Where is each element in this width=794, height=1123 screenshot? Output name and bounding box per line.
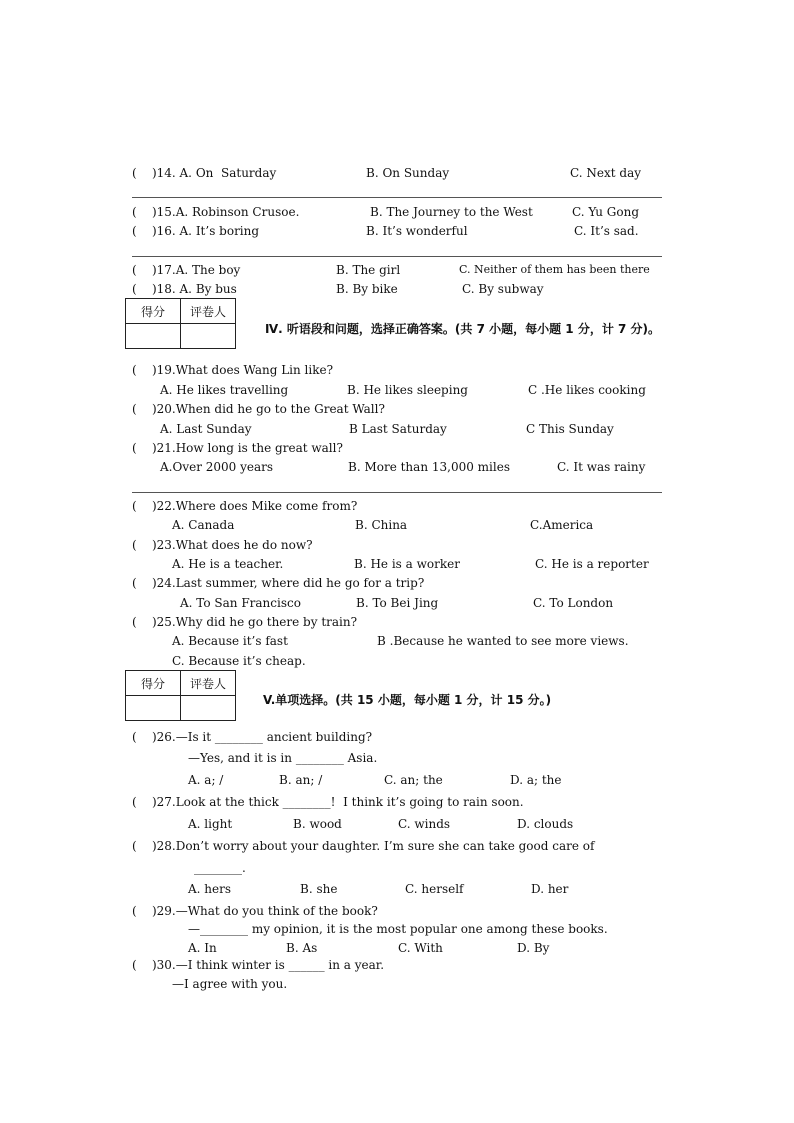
q24-option-a: A. To San Francisco: [180, 596, 301, 610]
score-label: 得分: [126, 671, 181, 696]
divider: [132, 256, 662, 257]
q20-option-c: C This Sunday: [526, 422, 614, 436]
q28-option-a: A. hers: [188, 882, 232, 896]
q19-option-c: C .He likes cooking: [528, 383, 646, 397]
section-4-heading: Ⅳ. 听语段和问题，选择正确答案。(共 7 小题，每小题 1 分，计 7 分)。: [265, 322, 661, 336]
q16-option-c: C. It’s sad.: [574, 224, 639, 238]
q26-question: ( )26.—Is it ________ ancient building?: [132, 730, 373, 744]
q28-option-c: C. herself: [405, 882, 464, 896]
q29-option-c: C. With: [398, 941, 443, 955]
q23-question: ( )23.What does he do now?: [132, 538, 313, 552]
q30-question: ( )30.—I think winter is ______ in a year.: [132, 958, 385, 972]
q27-option-d: D. clouds: [517, 817, 574, 831]
q19-option-b: B. He likes sleeping: [347, 383, 468, 397]
q16-option-b: B. It’s wonderful: [366, 224, 468, 238]
q22-question: ( )22.Where does Mike come from?: [132, 499, 358, 513]
q19-option-a: A. He likes travelling: [160, 383, 289, 397]
q22-option-c: C.America: [530, 518, 594, 532]
q21-option-a: A.Over 2000 years: [160, 460, 274, 474]
grader-cell: [181, 324, 236, 349]
q27-option-a: A. light: [188, 817, 233, 831]
q18-option-c: C. By subway: [462, 282, 544, 296]
q24-option-c: C. To London: [533, 596, 614, 610]
q28-option-b: B. she: [300, 882, 338, 896]
q30-question-line2: —I agree with you.: [172, 977, 288, 991]
grader-label: 评卷人: [181, 299, 236, 324]
q28-option-d: D. her: [531, 882, 569, 896]
q20-option-a: A. Last Sunday: [160, 422, 252, 436]
q17-option-b: B. The girl: [336, 263, 401, 277]
section-5-heading: V.单项选择。(共 15 小题，每小题 1 分，计 15 分。): [263, 693, 552, 707]
q26-option-b: B. an; /: [279, 773, 323, 787]
q21-option-c: C. It was rainy: [557, 460, 646, 474]
score-label: 得分: [126, 299, 181, 324]
score-table: [125, 670, 236, 721]
q27-option-c: C. winds: [398, 817, 451, 831]
q20-question: ( )20.When did he go to the Great Wall?: [132, 402, 385, 416]
q15-prompt: ( )15.A. Robinson Crusoe.: [132, 205, 300, 219]
q15-option-c: C. Yu Gong: [572, 205, 640, 219]
q25-option-b: B .Because he wanted to see more views.: [377, 634, 629, 648]
q22-option-b: B. China: [355, 518, 408, 532]
q29-question-line2: —________ my opinion, it is the most popular one among these books.: [188, 922, 608, 936]
q18-prompt: ( )18. A. By bus: [132, 282, 237, 296]
grader-label: 评卷人: [181, 671, 236, 696]
q17-option-c: C. Neither of them has been there: [459, 263, 650, 276]
q29-option-b: B. As: [286, 941, 318, 955]
q28-question-line2: ________.: [194, 861, 246, 875]
q25-option-a: A. Because it’s fast: [172, 634, 288, 648]
q29-question: ( )29.—What do you think of the book?: [132, 904, 378, 918]
grader-cell: [181, 696, 236, 721]
q22-option-a: A. Canada: [172, 518, 235, 532]
q23-option-b: B. He is a worker: [354, 557, 460, 571]
q21-option-b: B. More than 13,000 miles: [348, 460, 510, 474]
q24-question: ( )24.Last summer, where did he go for a trip?: [132, 576, 425, 590]
q26-question-line2: —Yes, and it is in ________ Asia.: [188, 751, 378, 765]
q25-question: ( )25.Why did he go there by train?: [132, 615, 358, 629]
score-cell: [126, 324, 181, 349]
q14-option-c: C. Next day: [570, 166, 642, 180]
q20-option-b: B Last Saturday: [349, 422, 447, 436]
divider: [132, 492, 662, 493]
q29-option-d: D. By: [517, 941, 550, 955]
q14-prompt: ( )14. A. On Saturday: [132, 166, 277, 180]
q16-prompt: ( )16. A. It’s boring: [132, 224, 260, 238]
divider: [132, 197, 662, 198]
q26-option-c: C. an; the: [384, 773, 443, 787]
q14-option-b: B. On Sunday: [366, 166, 450, 180]
score-cell: [126, 696, 181, 721]
q21-question: ( )21.How long is the great wall?: [132, 441, 343, 455]
q29-option-a: A. In: [188, 941, 217, 955]
q15-option-b: B. The Journey to the West: [370, 205, 533, 219]
q18-option-b: B. By bike: [336, 282, 398, 296]
q23-option-c: C. He is a reporter: [535, 557, 649, 571]
q23-option-a: A. He is a teacher.: [172, 557, 284, 571]
q27-option-b: B. wood: [293, 817, 342, 831]
q28-question: ( )28.Don’t worry about your daughter. I’m sure she can take good care of: [132, 839, 595, 853]
score-table: [125, 298, 236, 349]
q19-question: ( )19.What does Wang Lin like?: [132, 363, 334, 377]
q26-option-a: A. a; /: [188, 773, 224, 787]
q25-option-c: C. Because it’s cheap.: [172, 654, 306, 668]
q17-prompt: ( )17.A. The boy: [132, 263, 241, 277]
q24-option-b: B. To Bei Jing: [356, 596, 439, 610]
q27-question: ( )27.Look at the thick ________! I think it’s going to rain soon.: [132, 795, 524, 809]
q26-option-d: D. a; the: [510, 773, 562, 787]
